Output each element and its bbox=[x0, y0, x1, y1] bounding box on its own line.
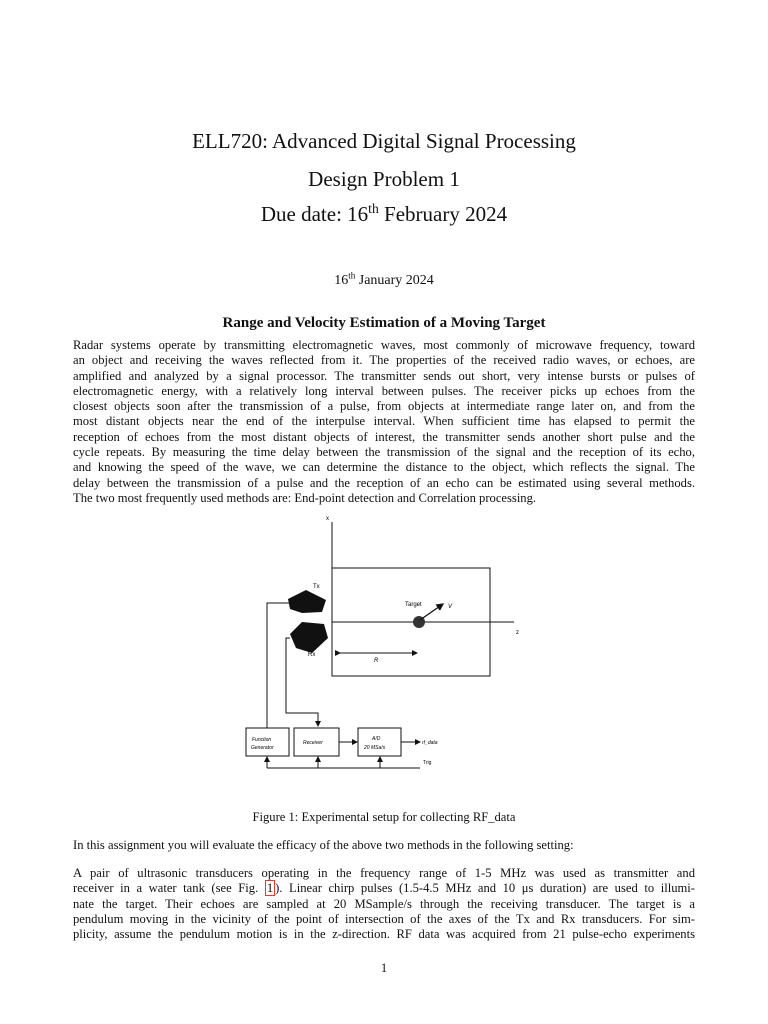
paragraph-line: reception of echoes from the most distant objects of interest, the transmitter sends another short pulse and the bbox=[73, 429, 695, 444]
paragraph-line: electromagnetic energy, with a relatively long interval between pulses. The receiver picks up echoes from the bbox=[73, 383, 695, 398]
due-date-sup: th bbox=[368, 201, 379, 216]
date-rest: January 2024 bbox=[355, 273, 434, 288]
ad-rate-label: 20 MSa/s bbox=[364, 745, 386, 751]
experimental-setup-figure bbox=[230, 508, 530, 778]
z-axis-label: z bbox=[516, 630, 519, 636]
paragraph-line: and knowing the speed of the wave, we can determine the distance to the object, which reflects the signal. The bbox=[73, 460, 695, 475]
figure-reference-link[interactable]: 1 bbox=[266, 881, 274, 896]
document-title: ELL720: Advanced Digital Signal Processing bbox=[192, 129, 576, 153]
target-label: Target bbox=[405, 602, 422, 608]
due-date bbox=[0, 202, 768, 227]
paragraph-line: A pair of ultrasonic transducers operating in the frequency range of 1-5 MHz was used as transmitter and bbox=[73, 866, 695, 880]
paragraph-line-with-ref bbox=[73, 881, 695, 896]
setup-paragraph bbox=[73, 866, 695, 942]
velocity-label: V bbox=[448, 604, 453, 610]
paragraph-line: amplified and analyzed by a signal processor. The transmitter sends out short, very intense bursts or pulses of bbox=[73, 368, 695, 383]
paragraph-line: an object and receiving the waves reflected from it. The properties of the received radio waves, or echoes, are bbox=[73, 353, 695, 368]
tx-transducer-icon bbox=[288, 590, 326, 613]
x-axis-label: x bbox=[326, 516, 329, 522]
tx-cable bbox=[267, 603, 290, 728]
ad-label: A/D bbox=[372, 736, 381, 742]
section-heading: Range and Velocity Estimation of a Moving Target bbox=[222, 315, 546, 331]
date-sup: th bbox=[348, 270, 356, 281]
paragraph-line: closest objects soon after the transmission of a pulse, from objects at intermediate range later on, and from the bbox=[73, 399, 695, 414]
ad-converter-block bbox=[358, 728, 401, 756]
paragraph-line: most distant objects near the end of the interpulse interval. When sufficient time has elapsed to permit the bbox=[73, 414, 695, 429]
trig-label: Trig bbox=[423, 760, 432, 766]
rx-label: Rx bbox=[308, 652, 316, 658]
paragraph-line: delay between the transmission of a pulse and the reception of an echo can be estimated using several methods. bbox=[73, 475, 695, 490]
due-date-suffix: February 2024 bbox=[378, 202, 508, 226]
document-date bbox=[0, 270, 768, 289]
paragraph-line: The two most frequently used methods are: End-point detection and Correlation processing. bbox=[73, 490, 537, 505]
tx-label: Tx bbox=[313, 584, 320, 590]
date-day: 16 bbox=[334, 273, 349, 288]
function-generator-label: Function bbox=[252, 737, 272, 743]
receiver-label: Receiver bbox=[303, 740, 323, 746]
function-generator-label: Generator bbox=[251, 745, 274, 751]
figure-caption: Figure 1: Experimental setup for collecting RF_data bbox=[252, 810, 516, 824]
intro-paragraph bbox=[73, 338, 695, 506]
paragraph-line: cycle repeats. By measuring the time delay between the transmission of the signal and the reception of its echo, bbox=[73, 445, 695, 460]
paragraph-line: pendulum moving in the vicinity of the point of intersection of the axes of the Tx and Rx transducers. For sim- bbox=[73, 911, 695, 926]
rx-transducer-icon bbox=[290, 622, 328, 653]
assignment-intro bbox=[73, 838, 695, 853]
line-text: ). Linear chirp pulses (1.5-4.5 MHz and 10 μs duration) are used to illumi- bbox=[275, 881, 695, 896]
paragraph-line: nate the target. Their echoes are sampled at 20 MSample/s through the receiving transducer. The target is a bbox=[73, 896, 695, 911]
paragraph-line: plicity, assume the pendulum motion is in the z-direction. RF data was acquired from 21 pulse-echo experiments bbox=[73, 927, 695, 942]
line-text: receiver in a water tank (see Fig. bbox=[73, 881, 259, 896]
page-number: 1 bbox=[380, 961, 388, 975]
velocity-arrow bbox=[420, 604, 443, 620]
range-label: R bbox=[374, 658, 379, 664]
paragraph-line: In this assignment you will evaluate the efficacy of the above two methods in the following setting: bbox=[73, 838, 574, 852]
document-subtitle: Design Problem 1 bbox=[308, 167, 460, 191]
rf-data-label: rf_data bbox=[422, 740, 438, 746]
due-date-prefix: Due date: 16 bbox=[260, 202, 369, 226]
paragraph-line: Radar systems operate by transmitting electromagnetic waves, most commonly of microwave frequency, toward bbox=[73, 338, 695, 352]
